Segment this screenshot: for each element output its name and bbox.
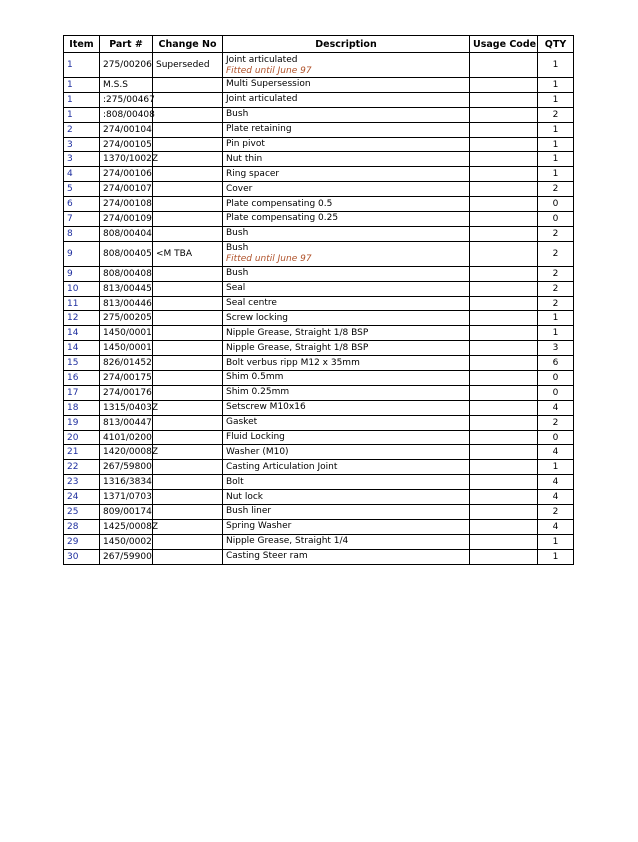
- description-text: Bush: [226, 243, 249, 254]
- header-part: Part #: [100, 36, 153, 53]
- item-cell: 22: [64, 460, 100, 475]
- table-row: [64, 107, 574, 122]
- table-row: [64, 212, 574, 227]
- description-text: Nut thin: [226, 153, 263, 164]
- table-row: [64, 311, 574, 326]
- qty-cell: 1: [538, 92, 574, 107]
- description-text: Shim 0.5mm: [226, 372, 284, 383]
- description-cell: [223, 137, 470, 152]
- table-row: [64, 415, 574, 430]
- description-cell: [223, 107, 470, 122]
- table-row: [64, 341, 574, 356]
- description-cell: [223, 549, 470, 564]
- description-cell: [223, 445, 470, 460]
- usage-code-cell: [470, 460, 538, 475]
- description-text: Screw locking: [226, 312, 289, 323]
- table-row: [64, 241, 574, 266]
- description-text: Seal: [226, 283, 246, 294]
- qty-cell: 0: [538, 430, 574, 445]
- change-no-cell: [153, 266, 223, 281]
- part-number-cell: 808/00404: [100, 226, 153, 241]
- part-number-cell: 275/00206: [100, 53, 153, 78]
- change-no-cell: [153, 152, 223, 167]
- change-no-cell: [153, 182, 223, 197]
- change-no-cell: [153, 167, 223, 182]
- item-cell: 10: [64, 281, 100, 296]
- description-cell: [223, 356, 470, 371]
- usage-code-cell: [470, 549, 538, 564]
- description-text: Joint articulated: [226, 54, 298, 65]
- table-row: [64, 385, 574, 400]
- qty-cell: 4: [538, 490, 574, 505]
- item-cell: 21: [64, 445, 100, 460]
- table-row: [64, 226, 574, 241]
- description-text: Gasket: [226, 417, 258, 428]
- table-row: [64, 356, 574, 371]
- table-row: [64, 122, 574, 137]
- usage-code-cell: [470, 197, 538, 212]
- description-cell: [223, 371, 470, 386]
- usage-code-cell: [470, 137, 538, 152]
- part-number-cell: 267/59800: [100, 460, 153, 475]
- qty-cell: 2: [538, 266, 574, 281]
- qty-cell: 2: [538, 182, 574, 197]
- change-no-cell: [153, 475, 223, 490]
- table-row: [64, 460, 574, 475]
- item-cell: 6: [64, 197, 100, 212]
- qty-cell: 1: [538, 53, 574, 78]
- usage-code-cell: [470, 415, 538, 430]
- qty-cell: 1: [538, 549, 574, 564]
- part-number-cell: 274/00106: [100, 167, 153, 182]
- usage-code-cell: [470, 385, 538, 400]
- usage-code-cell: [470, 296, 538, 311]
- usage-code-cell: [470, 266, 538, 281]
- change-no-cell: [153, 78, 223, 93]
- description-text: Bolt: [226, 476, 244, 487]
- usage-code-cell: [470, 182, 538, 197]
- description-text: Setscrew M10x16: [226, 402, 306, 413]
- qty-cell: 1: [538, 311, 574, 326]
- qty-cell: 1: [538, 326, 574, 341]
- part-number-cell: 274/00107: [100, 182, 153, 197]
- usage-code-cell: [470, 311, 538, 326]
- description-text: Nipple Grease, Straight 1/8 BSP: [226, 342, 369, 353]
- change-no-cell: [153, 311, 223, 326]
- qty-cell: 1: [538, 122, 574, 137]
- parts-table: [63, 35, 574, 565]
- item-cell: 12: [64, 311, 100, 326]
- table-row: [64, 490, 574, 505]
- item-cell: 7: [64, 212, 100, 227]
- usage-code-cell: [470, 92, 538, 107]
- description-text: Fluid Locking: [226, 432, 285, 443]
- table-row: [64, 400, 574, 415]
- part-number-cell: 1450/0001: [100, 341, 153, 356]
- part-number-cell: 1450/0001: [100, 326, 153, 341]
- change-no-cell: [153, 122, 223, 137]
- description-cell: [223, 241, 470, 266]
- qty-cell: 2: [538, 415, 574, 430]
- qty-cell: 2: [538, 241, 574, 266]
- usage-code-cell: [470, 445, 538, 460]
- qty-cell: 1: [538, 137, 574, 152]
- part-number-cell: 274/00109: [100, 212, 153, 227]
- description-text: Nipple Grease, Straight 1/8 BSP: [226, 327, 369, 338]
- qty-cell: 6: [538, 356, 574, 371]
- item-cell: 17: [64, 385, 100, 400]
- change-no-cell: [153, 430, 223, 445]
- part-number-cell: 808/00408: [100, 266, 153, 281]
- change-no-cell: [153, 400, 223, 415]
- usage-code-cell: [470, 430, 538, 445]
- description-cell: [223, 212, 470, 227]
- item-cell: 2: [64, 122, 100, 137]
- part-number-cell: 813/00445: [100, 281, 153, 296]
- item-cell: 1: [64, 53, 100, 78]
- description-text: Plate compensating 0.25: [226, 213, 339, 224]
- description-text: Shim 0.25mm: [226, 387, 290, 398]
- change-no-cell: [153, 92, 223, 107]
- qty-cell: 1: [538, 534, 574, 549]
- header-item: Item: [64, 36, 100, 53]
- change-no-cell: [153, 519, 223, 534]
- description-cell: [223, 490, 470, 505]
- usage-code-cell: [470, 167, 538, 182]
- table-row: [64, 266, 574, 281]
- description-text: Plate retaining: [226, 124, 292, 135]
- usage-code-cell: [470, 400, 538, 415]
- description-text: Ring spacer: [226, 168, 280, 179]
- description-cell: [223, 182, 470, 197]
- part-number-cell: 1371/0703: [100, 490, 153, 505]
- qty-cell: 2: [538, 226, 574, 241]
- item-cell: 3: [64, 137, 100, 152]
- usage-code-cell: [470, 326, 538, 341]
- item-cell: 20: [64, 430, 100, 445]
- part-number-cell: M.S.S: [100, 78, 153, 93]
- item-cell: 9: [64, 266, 100, 281]
- change-no-cell: [153, 415, 223, 430]
- description-text: Casting Steer ram: [226, 551, 308, 562]
- description-text: Bush: [226, 268, 249, 279]
- change-no-cell: [153, 505, 223, 520]
- description-text: Bush liner: [226, 506, 272, 517]
- part-number-cell: 813/00446: [100, 296, 153, 311]
- part-number-cell: 809/00174: [100, 505, 153, 520]
- description-cell: [223, 475, 470, 490]
- table-row: [64, 519, 574, 534]
- description-text: Cover: [226, 183, 253, 194]
- item-cell: 8: [64, 226, 100, 241]
- part-number-cell: 1450/0002: [100, 534, 153, 549]
- description-text: Bush: [226, 109, 249, 120]
- change-no-cell: [153, 137, 223, 152]
- table-row: [64, 92, 574, 107]
- change-no-cell: [153, 445, 223, 460]
- header-qty: QTY: [538, 36, 574, 53]
- usage-code-cell: [470, 212, 538, 227]
- table-row: [64, 445, 574, 460]
- usage-code-cell: [470, 490, 538, 505]
- usage-code-cell: [470, 356, 538, 371]
- description-text: Bush: [226, 228, 249, 239]
- description-text: Multi Supersession: [226, 79, 311, 90]
- table-row: [64, 296, 574, 311]
- description-cell: [223, 152, 470, 167]
- item-cell: 11: [64, 296, 100, 311]
- usage-code-cell: [470, 78, 538, 93]
- table-row: [64, 475, 574, 490]
- description-cell: [223, 167, 470, 182]
- change-no-cell: [153, 356, 223, 371]
- qty-cell: 1: [538, 167, 574, 182]
- part-number-cell: :808/00408: [100, 107, 153, 122]
- table-row: [64, 281, 574, 296]
- change-no-cell: [153, 490, 223, 505]
- fitment-note: Fitted until June 97: [226, 254, 312, 265]
- part-number-cell: 826/01452: [100, 356, 153, 371]
- usage-code-cell: [470, 519, 538, 534]
- table-row: [64, 371, 574, 386]
- item-cell: 30: [64, 549, 100, 564]
- description-cell: [223, 53, 470, 78]
- description-cell: [223, 341, 470, 356]
- qty-cell: 0: [538, 212, 574, 227]
- part-number-cell: 808/00405: [100, 241, 153, 266]
- item-cell: 3: [64, 152, 100, 167]
- description-cell: [223, 460, 470, 475]
- description-cell: [223, 505, 470, 520]
- item-cell: 1: [64, 92, 100, 107]
- item-cell: 29: [64, 534, 100, 549]
- part-number-cell: 274/00104: [100, 122, 153, 137]
- table-row: [64, 430, 574, 445]
- part-number-cell: 813/00447: [100, 415, 153, 430]
- item-cell: 1: [64, 107, 100, 122]
- change-no-cell: [153, 212, 223, 227]
- description-cell: [223, 430, 470, 445]
- change-no-cell: [153, 385, 223, 400]
- description-text: Seal centre: [226, 298, 277, 309]
- change-no-cell: [153, 107, 223, 122]
- description-cell: [223, 266, 470, 281]
- table-row: [64, 326, 574, 341]
- table-row: [64, 152, 574, 167]
- description-cell: [223, 534, 470, 549]
- description-cell: [223, 122, 470, 137]
- qty-cell: 2: [538, 505, 574, 520]
- header-usage-code: Usage Code: [470, 36, 538, 53]
- description-cell: [223, 78, 470, 93]
- usage-code-cell: [470, 53, 538, 78]
- change-no-cell: [153, 534, 223, 549]
- part-number-cell: 1316/3834: [100, 475, 153, 490]
- description-text: Plate compensating 0.5: [226, 198, 333, 209]
- change-no-cell: [153, 460, 223, 475]
- description-cell: [223, 415, 470, 430]
- header-change-no: Change No: [153, 36, 223, 53]
- item-cell: 24: [64, 490, 100, 505]
- change-no-cell: <M TBA: [153, 241, 223, 266]
- qty-cell: 2: [538, 107, 574, 122]
- usage-code-cell: [470, 341, 538, 356]
- table-row: [64, 534, 574, 549]
- description-cell: [223, 296, 470, 311]
- item-cell: 14: [64, 341, 100, 356]
- usage-code-cell: [470, 281, 538, 296]
- qty-cell: 2: [538, 281, 574, 296]
- change-no-cell: [153, 341, 223, 356]
- qty-cell: 4: [538, 475, 574, 490]
- usage-code-cell: [470, 107, 538, 122]
- usage-code-cell: [470, 152, 538, 167]
- usage-code-cell: [470, 534, 538, 549]
- description-text: Pin pivot: [226, 139, 265, 149]
- table-row: [64, 78, 574, 93]
- usage-code-cell: [470, 371, 538, 386]
- item-cell: 18: [64, 400, 100, 415]
- parts-table-body: [64, 53, 574, 565]
- table-row: [64, 137, 574, 152]
- description-text: Bolt verbus ripp M12 x 35mm: [226, 357, 360, 368]
- table-row: [64, 505, 574, 520]
- usage-code-cell: [470, 505, 538, 520]
- fitment-note: Fitted until June 97: [226, 65, 312, 76]
- qty-cell: 1: [538, 152, 574, 167]
- change-no-cell: [153, 371, 223, 386]
- item-cell: 9: [64, 241, 100, 266]
- part-number-cell: 274/00108: [100, 197, 153, 212]
- table-row: [64, 197, 574, 212]
- usage-code-cell: [470, 475, 538, 490]
- table-row: [64, 549, 574, 564]
- change-no-cell: [153, 226, 223, 241]
- part-number-cell: 1425/0008Z: [100, 519, 153, 534]
- qty-cell: 1: [538, 78, 574, 93]
- item-cell: 23: [64, 475, 100, 490]
- part-number-cell: 1420/0008Z: [100, 445, 153, 460]
- description-text: Washer (M10): [226, 446, 289, 457]
- part-number-cell: :275/00467: [100, 92, 153, 107]
- item-cell: 25: [64, 505, 100, 520]
- item-cell: 16: [64, 371, 100, 386]
- description-cell: [223, 281, 470, 296]
- item-cell: 1: [64, 78, 100, 93]
- table-row: [64, 53, 574, 78]
- item-cell: 5: [64, 182, 100, 197]
- change-no-cell: [153, 549, 223, 564]
- change-no-cell: Superseded: [153, 53, 223, 78]
- qty-cell: 2: [538, 296, 574, 311]
- description-cell: [223, 400, 470, 415]
- description-cell: [223, 385, 470, 400]
- table-row: [64, 167, 574, 182]
- usage-code-cell: [470, 241, 538, 266]
- change-no-cell: [153, 326, 223, 341]
- description-cell: [223, 311, 470, 326]
- item-cell: 14: [64, 326, 100, 341]
- part-number-cell: 274/00176: [100, 385, 153, 400]
- qty-cell: 3: [538, 341, 574, 356]
- usage-code-cell: [470, 122, 538, 137]
- description-text: Casting Articulation Joint: [226, 461, 338, 472]
- header-description: Description: [223, 36, 470, 53]
- description-cell: [223, 226, 470, 241]
- header-row: [64, 36, 574, 53]
- item-cell: 28: [64, 519, 100, 534]
- part-number-cell: 4101/0200: [100, 430, 153, 445]
- part-number-cell: 274/00175: [100, 371, 153, 386]
- qty-cell: 0: [538, 385, 574, 400]
- part-number-cell: 1370/1002Z: [100, 152, 153, 167]
- qty-cell: 0: [538, 197, 574, 212]
- qty-cell: 4: [538, 400, 574, 415]
- item-cell: 15: [64, 356, 100, 371]
- description-text: Nipple Grease, Straight 1/4: [226, 536, 349, 547]
- part-number-cell: 274/00105: [100, 137, 153, 152]
- change-no-cell: [153, 296, 223, 311]
- part-number-cell: 275/00205: [100, 311, 153, 326]
- description-cell: [223, 197, 470, 212]
- qty-cell: 4: [538, 519, 574, 534]
- item-cell: 19: [64, 415, 100, 430]
- qty-cell: 0: [538, 371, 574, 386]
- usage-code-cell: [470, 226, 538, 241]
- description-text: Joint articulated: [226, 94, 298, 105]
- description-cell: [223, 519, 470, 534]
- item-cell: 4: [64, 167, 100, 182]
- change-no-cell: [153, 281, 223, 296]
- qty-cell: 1: [538, 460, 574, 475]
- change-no-cell: [153, 197, 223, 212]
- qty-cell: 4: [538, 445, 574, 460]
- description-cell: [223, 326, 470, 341]
- part-number-cell: 267/59900: [100, 549, 153, 564]
- description-cell: [223, 92, 470, 107]
- table-row: [64, 182, 574, 197]
- part-number-cell: 1315/0403Z: [100, 400, 153, 415]
- description-text: Nut lock: [226, 491, 263, 502]
- description-text: Spring Washer: [226, 521, 292, 532]
